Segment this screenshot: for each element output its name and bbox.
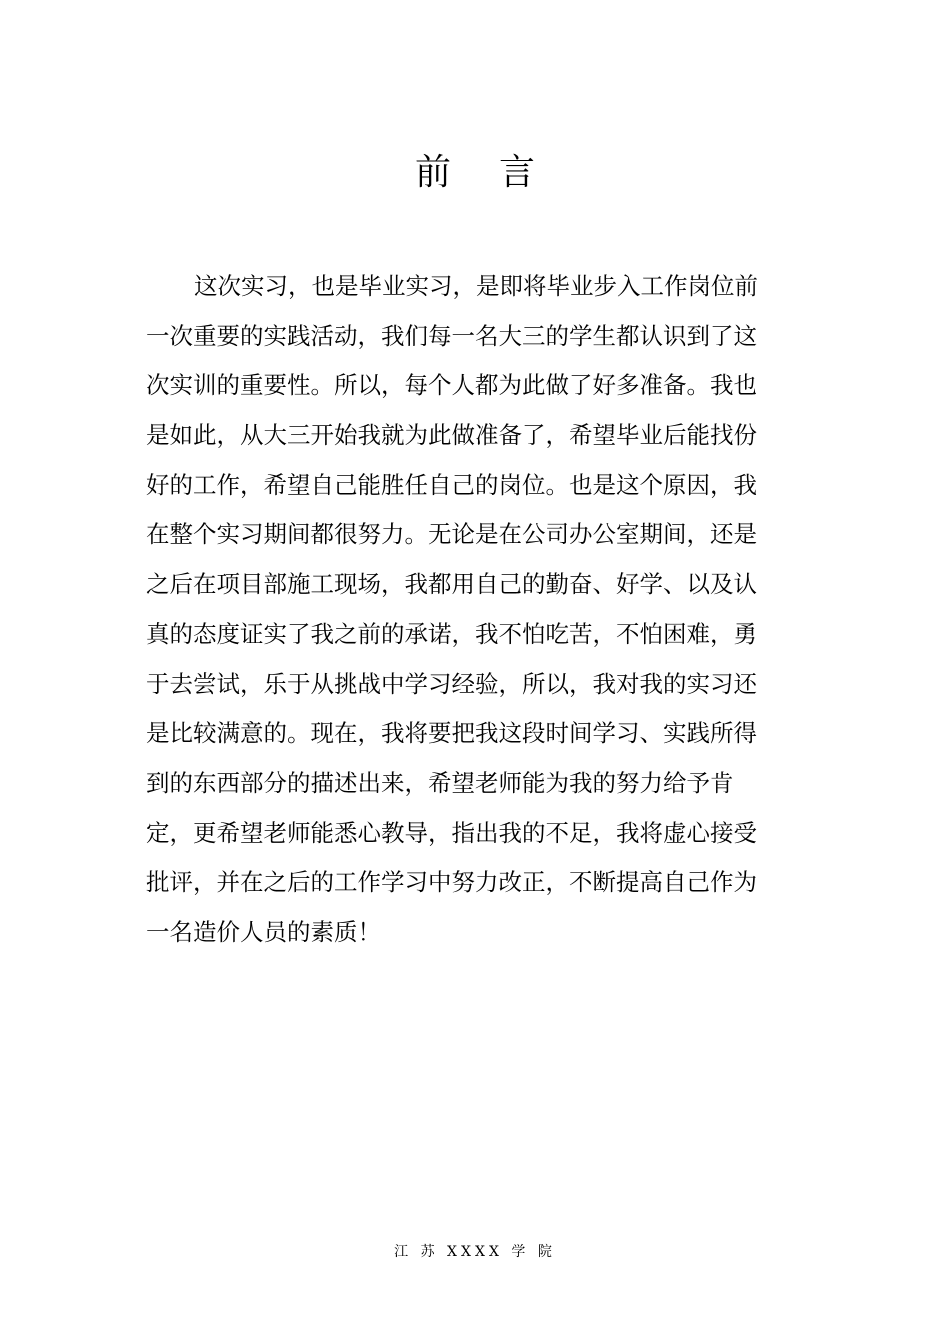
paragraph-line: 这次实习，也是毕业实习，是即将毕业步入工作岗位前 xyxy=(194,272,758,300)
paragraph-line: 批评，并在之后的工作学习中努力改正，不断提高自己作为 xyxy=(146,868,757,897)
paragraph-line: 之后在项目部施工现场，我都用自己的勤奋、好学、以及认 xyxy=(146,570,757,599)
title-char-1: 前 xyxy=(414,152,451,193)
paragraph-line: 好的工作，希望自己能胜任自己的岗位。也是这个原因，我 xyxy=(146,470,757,499)
page-title xyxy=(0,148,950,198)
title-char-2: 言 xyxy=(499,152,536,193)
paragraph-line: 是如此，从大三开始我就为此做准备了，希望毕业后能找份 xyxy=(146,421,757,450)
paragraph-line: 到的东西部分的描述出来，希望老师能为我的努力给予肯 xyxy=(146,768,734,797)
paragraph-line: 真的态度证实了我之前的承诺，我不怕吃苦，不怕困难，勇 xyxy=(146,619,757,648)
paragraph-line: 在整个实习期间都很努力。无论是在公司办公室期间，还是 xyxy=(146,520,757,549)
paragraph-line: 一次重要的实践活动，我们每一名大三的学生都认识到了这 xyxy=(146,321,757,350)
paragraph-line: 定，更希望老师能悉心教导，指出我的不足，我将虚心接受 xyxy=(146,818,757,847)
page-footer: 江 苏 XXXX 学 院 xyxy=(394,1244,556,1260)
preface-paragraph xyxy=(146,262,846,958)
paragraph-line: 于去尝试，乐于从挑战中学习经验，所以，我对我的实习还 xyxy=(146,669,757,698)
paragraph-line: 次实训的重要性。所以，每个人都为此做了好多准备。我也 xyxy=(146,371,757,400)
paragraph-line: 是比较满意的。现在，我将要把我这段时间学习、实践所得 xyxy=(146,719,757,748)
paragraph-line: 一名造价人员的素质！ xyxy=(146,917,381,946)
